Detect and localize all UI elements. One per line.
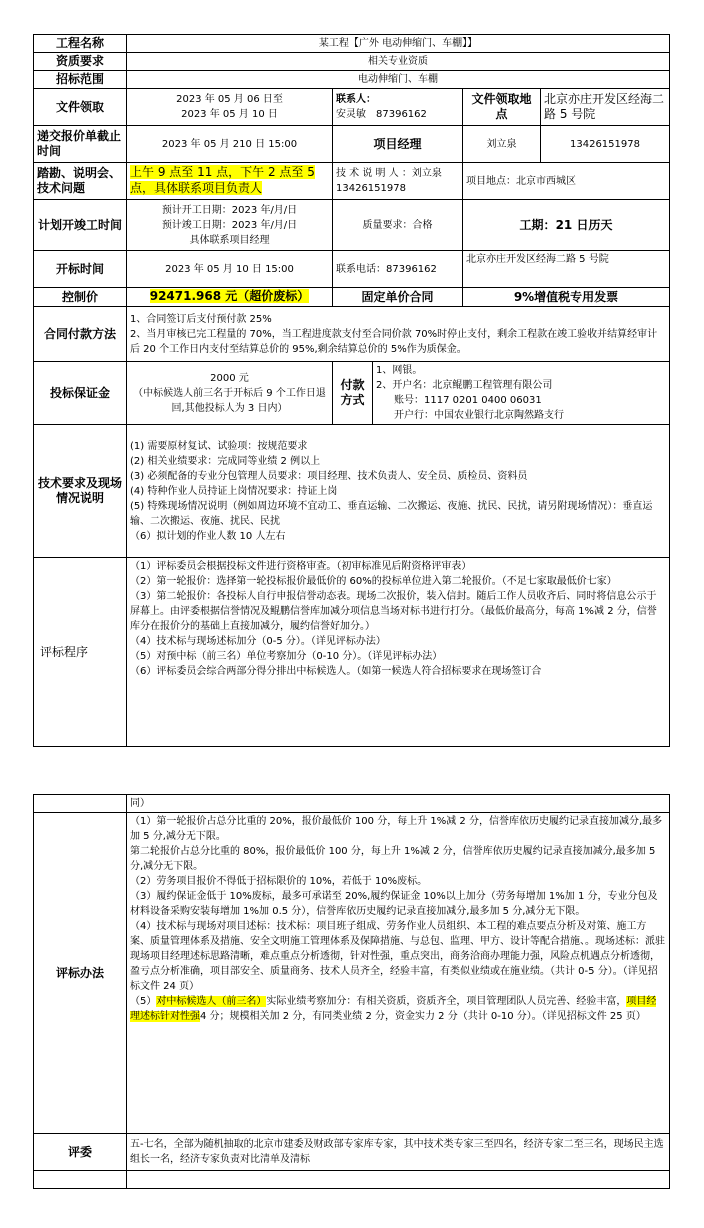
row-qualification xyxy=(34,53,670,71)
opening-phone: 联系电话：87396162 xyxy=(333,251,463,288)
scope-label: 招标范围 xyxy=(34,71,127,89)
method-p5-prefix: （5） xyxy=(130,996,157,1007)
pm-name: 刘立泉 xyxy=(463,126,541,163)
method-label: 评标办法 xyxy=(34,813,127,1134)
row-project-name xyxy=(34,35,670,53)
method-p5-mid: 实际业绩考察加分：有相关资质，资质齐全，项目管理团队人员完善、经验丰富， xyxy=(266,996,627,1007)
invoice-type: 9%增值税专用发票 xyxy=(463,288,670,307)
procedure-line-6: （6）评标委员会综合两部分得分排出中标候选人。（如第一候选人符合招标要求在现场签订合 xyxy=(130,666,542,677)
empty-cell-right xyxy=(127,1171,670,1189)
row-method xyxy=(34,813,670,1134)
tech-line-4: (4) 特种作业人员持证上岗情况要求：持证上岗 xyxy=(130,485,338,497)
row-doc-collect xyxy=(34,89,670,126)
tech-requirements xyxy=(127,425,670,558)
method-content xyxy=(127,813,670,1134)
payment-label: 合同付款方法 xyxy=(34,307,127,362)
deadline-label: 递交报价单截止时间 xyxy=(34,126,127,163)
method-line-2: 2、开户名：北京鲲鹏工程管理有限公司 xyxy=(376,380,553,391)
bond-amount: 2000 元 xyxy=(210,372,249,384)
tech-line-6: （6）拟计划的作业人数 10 人左右 xyxy=(130,530,286,542)
row-schedule xyxy=(34,200,670,251)
scope-value: 电动伸缩门、车棚 xyxy=(127,71,670,89)
row-deadline xyxy=(34,126,670,163)
site-visit-value: 上午 9 点至 11 点，下午 2 点至 5 点，具体联系项目负责人 xyxy=(130,165,315,195)
payment-method xyxy=(373,362,670,425)
period-label: 工期： xyxy=(519,217,556,232)
doc-collect-date-end: 2023 年 05 月 10 日 xyxy=(181,109,278,120)
account-bank: 开户行：中国农业银行北京陶然路支行 xyxy=(394,410,564,421)
site-visit-cell xyxy=(127,163,333,200)
row-procedure xyxy=(34,558,670,747)
tender-table-part2 xyxy=(33,794,670,1189)
construction-period xyxy=(463,200,670,251)
method-para-4: （4）技术标与现场对项目述标：技术标：项目班子组成、劳务作业人员组织、本工程的难点要点分析及对策、施工方案、质量管理体系及措施、安全文明施工管理体系及保障措施、与总包、监理、甲方、设计等配合措施、。现场述标：派驻现场项目经理述标思路清晰，难点重点分析透彻，针对性强，重点突出，商务洽商办理能力强，风险点机遇点分析透彻，盈亏点分析准确，项目部安全、质量商务、技术人员齐全，经验丰富，有类似业绩或在施业绩。（共计 0-5 分）。（详见招标文件 24 页） xyxy=(130,921,665,992)
control-price-value: 92471.968 元（超价废标） xyxy=(149,289,310,303)
qualification-label: 资质要求 xyxy=(34,53,127,71)
payment-method-label: 付款方式 xyxy=(333,362,373,425)
procedure-continued: 同） xyxy=(127,795,670,813)
doc-collect-date-start: 2023 年 05 月 06 日至 xyxy=(176,94,283,105)
control-price-cell xyxy=(127,288,333,307)
contact-value: 安灵敏 87396162 xyxy=(336,109,427,120)
period-value: 21 日历天 xyxy=(555,217,613,232)
tech-line-5: (5) 特殊现场情况说明（例如周边环境不宜动工、垂直运输、二次搬运、夜施、扰民、民扰，请另附现场情况）：垂直运输、二次搬运、夜施、扰民、民扰 xyxy=(130,500,653,527)
row-empty xyxy=(34,1171,670,1189)
method-p5-highlight-2: 项目经理述标针对性强 xyxy=(130,996,657,1022)
procedure-steps xyxy=(127,558,670,747)
tech-line-3: (3) 必须配备的专业分包管理人员要求：项目经理、技术负责人、安全员、质检员、资料员 xyxy=(130,470,528,482)
payment-line-2: 2、当月审核已完工程量的 70%，当工程进度款支付至合同价款 70%时停止支付，剩余工程款在竣工验收并结算经审计后 20 个工作日内支付至结算总价的 95%,剩余结算总价的 5%作为质保金。 xyxy=(130,328,658,355)
procedure-line-4: （4）技术标与现场述标加分（0-5 分）。（详见评标办法） xyxy=(130,636,386,647)
tech-label: 技术要求及现场情况说明 xyxy=(34,425,127,558)
bond-label: 投标保证金 xyxy=(34,362,127,425)
method-para-2: （2）劳务项目报价不得低于招标限价的 10%，若低于 10%废标。 xyxy=(130,876,428,887)
tech-line-1: (1) 需要原材复试、试验项：按规范要求 xyxy=(130,440,308,452)
bond-info xyxy=(127,362,333,425)
payment-terms xyxy=(127,307,670,362)
pm-phone: 13426151978 xyxy=(541,126,670,163)
procedure-continued-label xyxy=(34,795,127,813)
opening-label: 开标时间 xyxy=(34,251,127,288)
account-number: 账号：1117 0201 0400 06031 xyxy=(394,395,542,406)
row-control-price xyxy=(34,288,670,307)
method-para-1b: 第二轮报价占总分比重的 80%，报价最低价 100 分，每上升 1%减 2 分，信誉库依历史履约记录直接加减分,最多加 5 分,减分无下限。 xyxy=(130,846,656,872)
project-name-label: 工程名称 xyxy=(34,35,127,53)
opening-address: 北京亦庄开发区经海二路 5 号院 xyxy=(463,251,670,288)
row-site-visit xyxy=(34,163,670,200)
method-para-1: （1）第一轮报价占总分比重的 20%，报价最低价 100 分，每上升 1%减 2 分，信誉库依历史履约记录直接加减分,最多加 5 分,减分无下限。 xyxy=(130,816,663,842)
bond-note: （中标候选人前三名于开标后 9 个工作日退回,其他投标人为 3 日内） xyxy=(133,387,326,414)
row-opening xyxy=(34,251,670,288)
quality-requirement: 质量要求：合格 xyxy=(333,200,463,251)
method-line-1: 1、网银。 xyxy=(376,365,423,376)
tech-contact: 技 术 说 明 人 ：刘立泉 13426151978 xyxy=(333,163,463,200)
doc-collect-dates xyxy=(127,89,333,126)
procedure-line-2: （2）第一轮报价：选择第一轮投标报价最低价的 60%的投标单位进入第二轮报价。（不足七家取最低价七家） xyxy=(130,576,617,587)
procedure-label: 评标程序 xyxy=(34,558,127,747)
row-payment xyxy=(34,307,670,362)
method-para-5 xyxy=(130,994,666,1024)
doc-collect-label: 文件领取 xyxy=(34,89,127,126)
qualification-value: 相关专业资质 xyxy=(127,53,670,71)
schedule-note: 具体联系项目经理 xyxy=(189,234,270,246)
method-p5-end: 4 分；规模相关加 2 分，有同类业绩 2 分，资金实力 2 分（共计 0-10 分）。（详见招标文件 25 页） xyxy=(200,1011,646,1022)
procedure-line-5: （5）对预中标（前三名）单位考察加分（0-10 分）。（详见评标办法） xyxy=(130,651,443,662)
site-visit-label: 踏勘、说明会、技术问题 xyxy=(34,163,127,200)
deadline-value: 2023 年 05 月 210 日 15:00 xyxy=(127,126,333,163)
procedure-line-3: （3）第二轮报价：各投标人自行申报信誉动态表。现场二次报价，装入信封。随后工作人员收齐后、同时将信息公示于屏幕上。由评委根据信誉情况及鲲鹏信誉库加减分项信息当场对标书进行打分。（最低价最高分，每高 1%减 2 分，信誉库分在报价分的基础上直接加减分，履约信誉好加分。） xyxy=(130,591,657,632)
row-judges xyxy=(34,1134,670,1171)
schedule-end: 预计竣工日期：2023 年/月/日 xyxy=(161,219,298,231)
empty-cell-left xyxy=(34,1171,127,1189)
schedule-start: 预计开工日期：2023 年/月/日 xyxy=(161,204,298,216)
row-tech xyxy=(34,425,670,558)
row-bond xyxy=(34,362,670,425)
contact-label: 联系人： xyxy=(336,94,376,105)
doc-place-label: 文件领取地点 xyxy=(463,89,541,126)
method-para-3: （3）履约保证金低于 10%废标，最多可承诺至 20%,履约保证金 10%以上加分（劳务每增加 1%加 1 分，专业分包及材料设备采购安装每增加 1%加 0.5 分），信誉库依历史履约记录直接加减分,最多加 5 分,减分无下限。 xyxy=(130,891,658,917)
doc-collect-contact xyxy=(333,89,463,126)
project-name-value: 某工程【广外 电动伸缩门、车棚】】 xyxy=(127,35,670,53)
control-price-label: 控制价 xyxy=(34,288,127,307)
contract-type: 固定单价合同 xyxy=(333,288,463,307)
schedule-dates xyxy=(127,200,333,251)
project-location: 项目地点：北京市西城区 xyxy=(463,163,670,200)
payment-line-1: 1、合同签订后支付预付款 25% xyxy=(130,313,272,325)
judges-label: 评委 xyxy=(34,1134,127,1171)
judges-value: 五-七名，全部为随机抽取的北京市建委及财政部专家库专家，其中技术类专家三至四名，经济专家二至三名，现场民主选组长一名，经济专家负责对比清单及清标 xyxy=(127,1134,670,1171)
method-p5-highlight-1: 对中标候选人（前三名） xyxy=(156,996,267,1007)
row-procedure-continued xyxy=(34,795,670,813)
procedure-line-1: （1）评标委员会根据投标文件进行资格审查。（初审标准见后附资格评审表） xyxy=(130,561,472,572)
row-scope xyxy=(34,71,670,89)
tender-table-part1 xyxy=(33,34,670,747)
opening-value: 2023 年 05 月 10 日 15:00 xyxy=(127,251,333,288)
schedule-label: 计划开竣工时间 xyxy=(34,200,127,251)
pm-label: 项目经理 xyxy=(333,126,463,163)
doc-place-value: 北京亦庄开发区经海二路 5 号院 xyxy=(541,89,670,126)
tech-line-2: (2) 相关业绩要求：完成同等业绩 2 例以上 xyxy=(130,455,321,467)
